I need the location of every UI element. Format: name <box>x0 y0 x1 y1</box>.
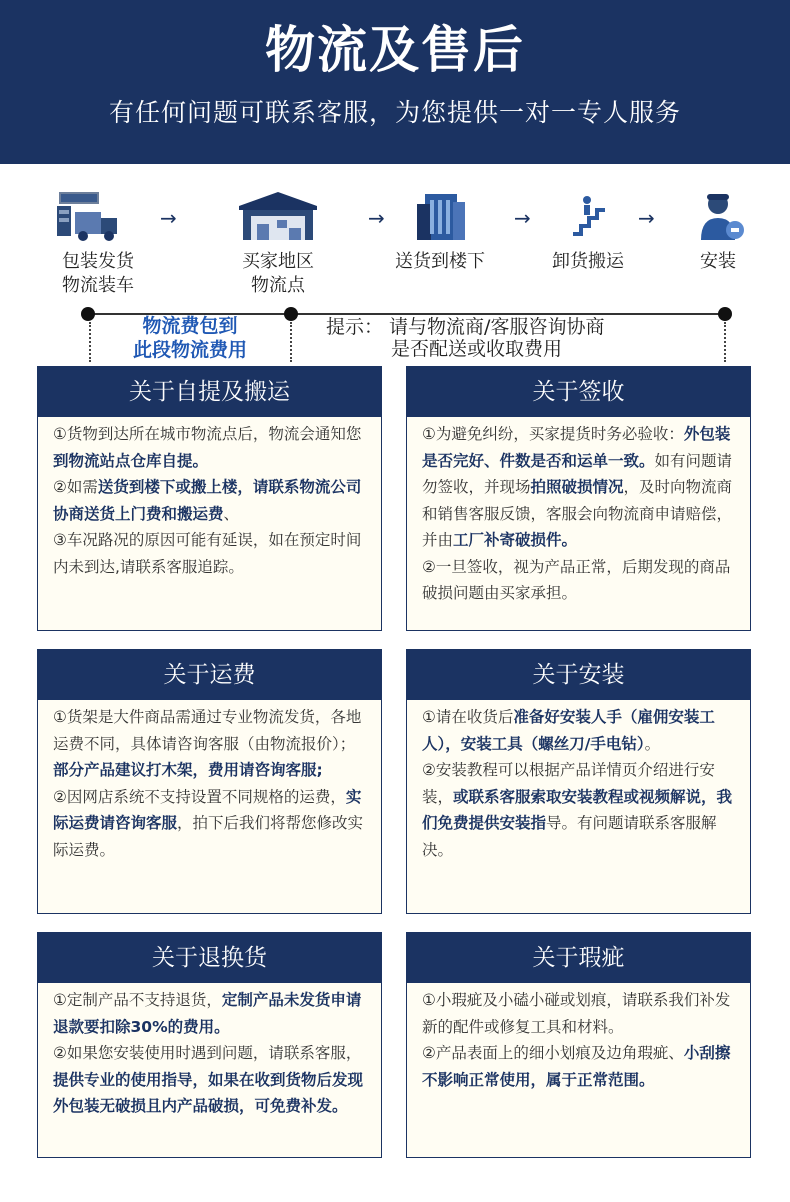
card-defects <box>406 932 751 1158</box>
truck-loading-icon <box>53 188 143 244</box>
timeline-dash <box>724 322 726 362</box>
card-paragraph <box>53 1040 369 1120</box>
text: ②安装教程可以根据产品详情页介绍进行安装， <box>422 761 715 806</box>
coverage-note-line-1: 物流费包到 <box>142 315 238 337</box>
card-install <box>406 649 751 914</box>
card-paragraph <box>422 1040 738 1093</box>
highlight-text: 实际运费请咨询客服 <box>53 787 362 832</box>
timeline-dash <box>290 322 292 362</box>
warehouse-icon <box>233 188 323 244</box>
arrow-icon: → <box>160 206 177 230</box>
card-title: 关于退换货 <box>38 933 381 983</box>
text: ②因网店系统不支持设置不同规格的运费， <box>53 787 346 806</box>
card-body <box>38 417 381 586</box>
card-paragraph <box>422 421 738 554</box>
highlight-text: 外包装是否完好、件数是否和运单一致。 <box>422 425 731 470</box>
text: ①货物到达所在城市物流点后，物流会通知您 <box>53 425 362 443</box>
text: ②如需 <box>53 478 98 496</box>
flow-step-label-2: 物流装车 <box>62 275 134 296</box>
card-paragraph <box>53 421 369 474</box>
arrow-icon: → <box>368 206 385 230</box>
shipping-coverage-note <box>95 314 285 362</box>
building-icon <box>395 188 485 244</box>
timeline-dot <box>81 307 95 321</box>
timeline-dash <box>89 322 91 362</box>
text: ，拍下后我们将帮您修改实际运费。 <box>53 814 364 859</box>
card-paragraph: ②一旦签收，视为产品正常，后期发现的商品破损问题由买家承担。 <box>422 557 731 602</box>
card-paragraph: ①小瑕疵及小磕小碰或划痕，请联系我们补发新的配件或修复工具和材料。 <box>422 991 731 1036</box>
card-title: 关于签收 <box>407 367 750 417</box>
flow-step-label-1: 送货到楼下 <box>395 251 485 272</box>
card-body <box>38 700 381 869</box>
text: ①定制产品不支持退货， <box>53 991 222 1009</box>
card-returns <box>37 932 382 1158</box>
highlight-text: 拍照破损情况 <box>530 478 624 496</box>
card-paragraph: ③车况路况的原因可能有延误，如在预定时间内未到达,请联系客服追踪。 <box>53 531 362 576</box>
flow-step-install <box>658 188 778 274</box>
highlight-text: 定制产品未发货申请退款要扣除30%的费用。 <box>53 991 362 1036</box>
page-subtitle: 有任何问题可联系客服，为您提供一对一专人服务 <box>108 98 681 127</box>
card-title: 关于运费 <box>38 650 381 700</box>
highlight-text: 小刮擦不影响正常使用，属于正常范围。 <box>422 1044 731 1089</box>
flow-step-packing <box>38 188 158 298</box>
card-paragraph <box>53 784 369 864</box>
highlight-text: 送货到楼下或搬上楼，请联系物流公司协商送货上门费和搬运费 <box>53 478 362 523</box>
card-body <box>407 983 750 1099</box>
text: ，及时向物流商和销售客服反馈，客服会向物流商申请赔偿，并由 <box>422 478 733 549</box>
tip-line-1: 提示： 请与物流商/客服咨询协商 <box>326 316 605 338</box>
text: 如有问题请勿签收，并现场 <box>422 451 733 496</box>
highlight-text: 提供专业的使用指导，如果在收到货物后发现外包装无破损且内产品破损，可免费补发。 <box>53 1070 364 1115</box>
flow-step-unloading <box>528 188 648 274</box>
card-paragraph <box>422 704 738 757</box>
card-body <box>407 700 750 869</box>
text: ①为避免纠纷，买家提货时务必验收： <box>422 425 684 443</box>
installer-icon <box>673 188 763 244</box>
card-body <box>38 983 381 1126</box>
card-shipping <box>37 649 382 914</box>
text: ②如果您安装使用时遇到问题，请联系客服， <box>53 1044 362 1062</box>
arrow-icon: → <box>638 206 655 230</box>
stairs-icon <box>543 188 633 244</box>
highlight-text: 准备好安装人手（雇佣安装工人），安装工具（螺丝刀/手电钻） <box>422 708 715 753</box>
card-paragraph <box>53 987 369 1040</box>
card-signing <box>406 366 751 631</box>
card-title: 关于安装 <box>407 650 750 700</box>
text: 导。有问题请联系客服解决。 <box>422 814 717 859</box>
text: 。 <box>644 734 661 753</box>
flow-step-warehouse <box>218 188 338 298</box>
flow-step-building <box>380 188 500 274</box>
card-paragraph <box>53 474 369 527</box>
card-body <box>407 417 750 613</box>
tip-line-2: 是否配送或收取费用 <box>391 338 563 360</box>
flow-step-label-1: 安装 <box>700 251 736 272</box>
arrow-icon: → <box>514 206 531 230</box>
highlight-text: 到物流站点仓库自提。 <box>53 451 209 470</box>
highlight-text: 部分产品建议打木架，费用请咨询客服; <box>53 761 323 779</box>
text: 、 <box>223 504 240 523</box>
header-banner <box>0 0 790 164</box>
card-title: 关于瑕疵 <box>407 933 750 983</box>
coverage-note-line-2: 此段物流费用 <box>132 339 247 361</box>
highlight-text: 或联系客服索取安装教程或视频解说，我们免费提供安装指 <box>422 787 733 832</box>
flow-step-label-1: 卸货搬运 <box>552 251 624 272</box>
card-paragraph <box>422 757 738 863</box>
flow-step-label-2: 物流点 <box>251 275 305 296</box>
page-title: 物流及售后 <box>265 21 525 79</box>
delivery-tip-note <box>296 316 721 360</box>
card-paragraph <box>53 704 369 784</box>
text: ②产品表面上的细小划痕及边角瑕疵、 <box>422 1044 684 1062</box>
flow-step-label-1: 买家地区 <box>242 251 314 272</box>
text: ①请在收货后 <box>422 708 514 726</box>
highlight-text: 工厂补寄破损件。 <box>453 531 578 549</box>
card-pickup <box>37 366 382 631</box>
text: ①货架是大件商品需通过专业物流发货，各地运费不同，具体请咨询客服（由物流报价）； <box>53 708 362 753</box>
flow-step-label-1: 包装发货 <box>62 251 134 272</box>
card-title: 关于自提及搬运 <box>38 367 381 417</box>
